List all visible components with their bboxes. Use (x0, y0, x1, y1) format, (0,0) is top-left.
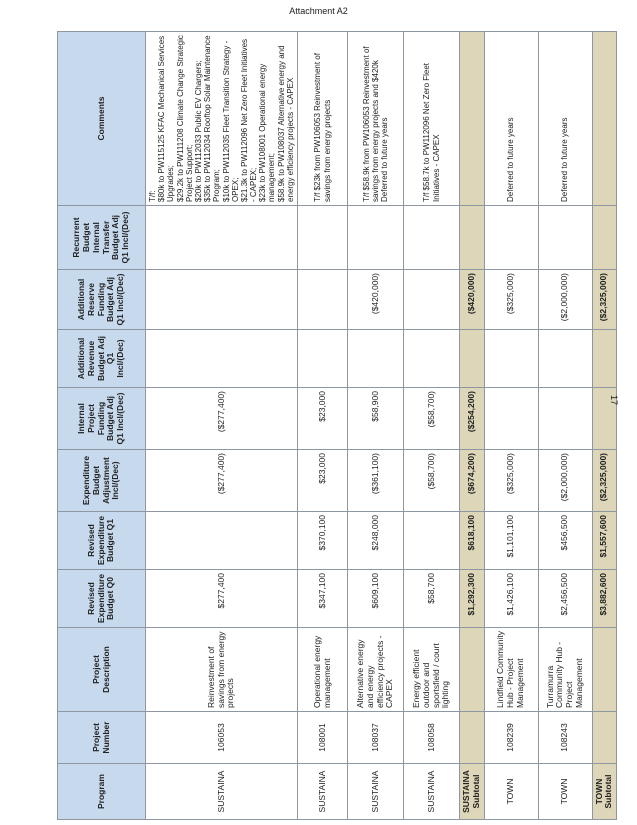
table-row (298, 32, 348, 820)
cell-internal (538, 388, 592, 450)
cell-recurrent (538, 206, 592, 270)
col-header-additional-reserve: Additional Reserve Funding Budget Adj Q1 Incl/(Dec) (58, 270, 146, 330)
rotated-table-container (57, 32, 617, 820)
subtotal-empty (592, 712, 617, 764)
cell-project-number: 108239 (484, 712, 538, 764)
subtotal-adjustment: ($2,325,000) (592, 450, 617, 512)
cell-adjustment: ($2,000,000) (538, 450, 592, 512)
subtotal-label: SUSTAINA Subtotal (460, 764, 485, 820)
table-row (538, 32, 592, 820)
cell-rev-q1: $370,100 (298, 512, 348, 570)
cell-rev-q1: $456,500 (538, 512, 592, 570)
cell-revenue (404, 330, 460, 388)
budget-table (57, 31, 617, 820)
subtotal-internal: ($254,200) (460, 388, 485, 450)
cell-rev-q0: $58,700 (404, 570, 460, 628)
cell-description: Reinvestment of savings from energy projects (146, 628, 298, 712)
cell-internal: ($58,700) (404, 388, 460, 450)
subtotal-label: TOWN Subtotal (592, 764, 617, 820)
cell-revenue (538, 330, 592, 388)
cell-description: Lindfield Community Hub - Project Management (484, 628, 538, 712)
table-row (146, 32, 298, 820)
cell-rev-q1: $1,101,100 (484, 512, 538, 570)
table-row (348, 32, 404, 820)
subtotal-comments (460, 32, 485, 206)
subtotal-empty (460, 712, 485, 764)
col-header-project-number: Project Number (58, 712, 146, 764)
subtotal-adjustment: ($674,200) (460, 450, 485, 512)
cell-comments: T/f $58.7k to PW112096 Net Zero Fleet Initiatives - CAPEX (404, 32, 460, 206)
cell-reserve: ($325,000) (484, 270, 538, 330)
cell-comments: Deferred to future years (538, 32, 592, 206)
cell-recurrent (298, 206, 348, 270)
subtotal-revenue (460, 330, 485, 388)
cell-comments: T/f $23k from PW106053 Reinvestment of savings from energy projects (298, 32, 348, 206)
cell-internal: ($277,400) (146, 388, 298, 450)
col-header-revised-q0: Revised Expenditure Budget Q0 (58, 570, 146, 628)
subtotal-reserve: ($2,325,000) (592, 270, 617, 330)
cell-comments: T/f: $80k to PW115125 KFAC Mechanical Services Upgrades; $29.2k to PW111208 Climate Change Strategic Project Support; $20k to PW112033 Public EV Chargers; $35k to PW112034 Rooftop Solar Maintenance Program; $10k to PW112035 Fleet Transition Strategy - OPEX; $21.3k to PW112096 Net Zero Fleet Initiatives - CAPEX; $23k to PW108001 Operational energy management; $58.9k to PW108037 Alternative energy and energy efficiency projects - CAPEX (146, 32, 298, 206)
budget-table-wrapper (57, 32, 617, 820)
cell-rev-q0: $1,426,100 (484, 570, 538, 628)
cell-reserve (404, 270, 460, 330)
subtotal-recurrent (460, 206, 485, 270)
cell-internal (484, 388, 538, 450)
cell-recurrent (404, 206, 460, 270)
cell-adjustment: ($277,400) (146, 450, 298, 512)
cell-rev-q1: $248,000 (348, 512, 404, 570)
cell-adjustment: $23,000 (298, 450, 348, 512)
cell-rev-q0: $347,100 (298, 570, 348, 628)
cell-adjustment: ($361,100) (348, 450, 404, 512)
cell-comments: Deferred to future years (484, 32, 538, 206)
cell-project-number: 108037 (348, 712, 404, 764)
subtotal-rev-q1: $618,100 (460, 512, 485, 570)
cell-program: SUSTAINA (348, 764, 404, 820)
cell-revenue (298, 330, 348, 388)
cell-reserve (298, 270, 348, 330)
cell-recurrent (146, 206, 298, 270)
cell-rev-q1 (404, 512, 460, 570)
subtotal-row-town (592, 32, 617, 820)
col-header-adjustment: Expenditure Budget Adjustment Incl/(Dec) (58, 450, 146, 512)
cell-reserve: ($2,000,000) (538, 270, 592, 330)
col-header-comments: Comments (58, 32, 146, 206)
cell-reserve (146, 270, 298, 330)
cell-rev-q0: $277,400 (146, 570, 298, 628)
col-header-internal-funding: Internal Project Funding Budget Adj Q1 Incl/(Dec) (58, 388, 146, 450)
cell-rev-q1 (146, 512, 298, 570)
cell-program: SUSTAINA (404, 764, 460, 820)
cell-revenue (348, 330, 404, 388)
cell-description: Energy efficient outdoor and sportsfield / court lighting (404, 628, 460, 712)
subtotal-rev-q0: $1,292,300 (460, 570, 485, 628)
cell-adjustment: ($325,000) (484, 450, 538, 512)
col-header-recurrent-transfer: Recurrent Budget Internal Transfer Budget Adj Q1 Incl/(Dec) (58, 206, 146, 270)
cell-internal: $23,000 (298, 388, 348, 450)
col-header-revised-q1: Revised Expenditure Budget Q1 (58, 512, 146, 570)
subtotal-recurrent (592, 206, 617, 270)
subtotal-revenue (592, 330, 617, 388)
cell-project-number: 106053 (146, 712, 298, 764)
cell-reserve: ($420,000) (348, 270, 404, 330)
cell-program: TOWN (484, 764, 538, 820)
subtotal-empty (592, 628, 617, 712)
cell-recurrent (484, 206, 538, 270)
subtotal-comments (592, 32, 617, 206)
cell-description: Alternative energy and energy efficiency projects - CAPEX (348, 628, 404, 712)
cell-program: SUSTAINA (298, 764, 348, 820)
cell-revenue (484, 330, 538, 388)
subtotal-rev-q1: $1,557,600 (592, 512, 617, 570)
subtotal-rev-q0: $3,882,600 (592, 570, 617, 628)
cell-revenue (146, 330, 298, 388)
page-header: Attachment A2 (289, 6, 348, 16)
cell-rev-q0: $2,456,500 (538, 570, 592, 628)
table-row (484, 32, 538, 820)
subtotal-empty (460, 628, 485, 712)
cell-project-number: 108001 (298, 712, 348, 764)
cell-rev-q0: $609,100 (348, 570, 404, 628)
cell-internal: $58,900 (348, 388, 404, 450)
table-row (404, 32, 460, 820)
cell-recurrent (348, 206, 404, 270)
cell-program: SUSTAINA (146, 764, 298, 820)
cell-project-number: 108058 (404, 712, 460, 764)
cell-program: TOWN (538, 764, 592, 820)
subtotal-reserve: ($420,000) (460, 270, 485, 330)
col-header-project-description: Project Description (58, 628, 146, 712)
cell-description: Turramurra Community Hub - Project Management (538, 628, 592, 712)
page-number: 17 (608, 394, 619, 406)
cell-description: Operational energy management (298, 628, 348, 712)
col-header-program: Program (58, 764, 146, 820)
cell-adjustment: ($58,700) (404, 450, 460, 512)
subtotal-row-sustaina (460, 32, 485, 820)
cell-project-number: 108243 (538, 712, 592, 764)
table-header-row (58, 32, 146, 820)
col-header-additional-revenue: Additional Revenue Budget Adj Q1 Incl/(Dec) (58, 330, 146, 388)
cell-comments: T/f $58.9k from PW106053 Reinvestment of savings from energy projects and $420k Deferred to future years (348, 32, 404, 206)
